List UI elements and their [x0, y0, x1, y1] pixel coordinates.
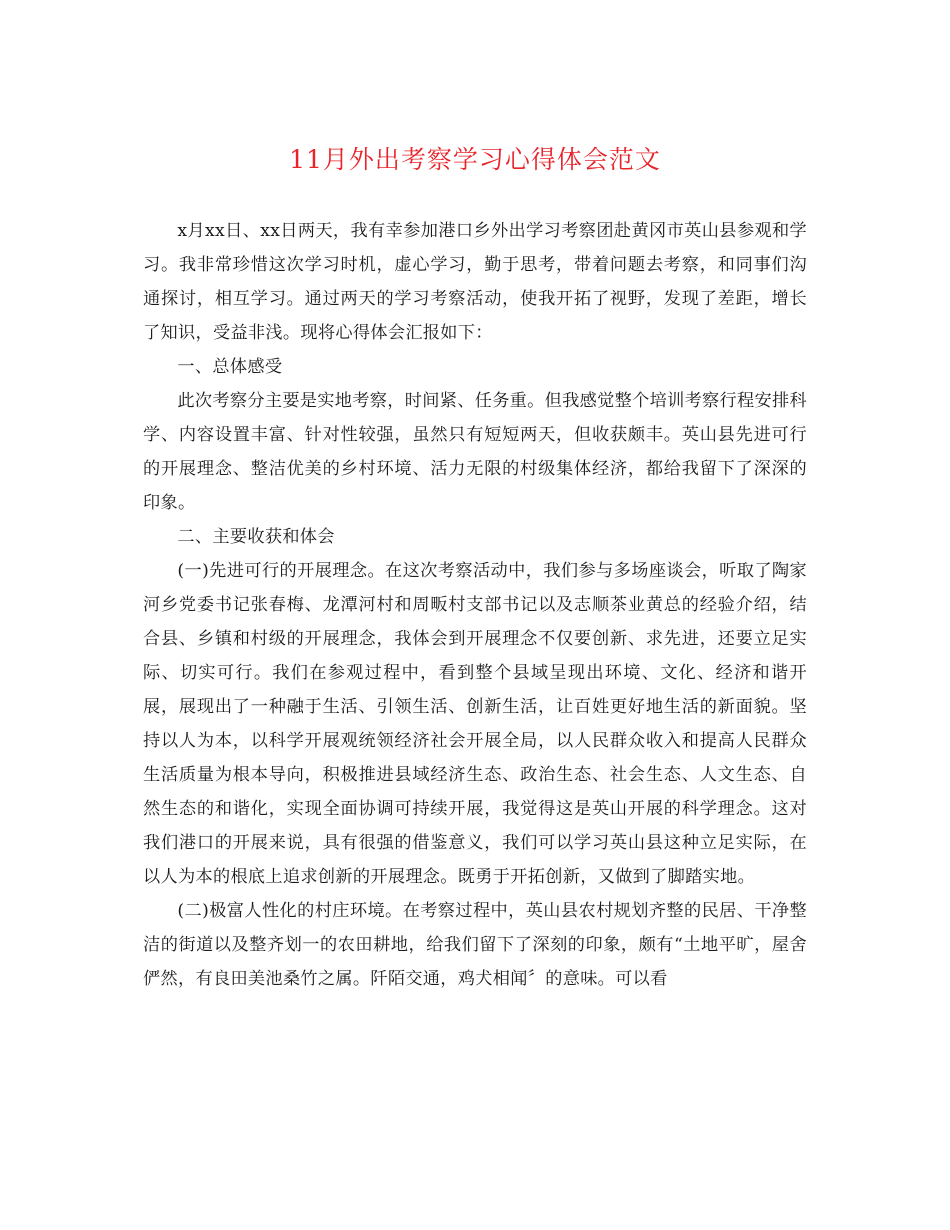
section-heading-overall: 一、总体感受 [177, 357, 283, 377]
paragraph-intro: x月xx日、xx日两天，我有幸参加港口乡外出学习考察团赴黄冈市英山县参观和学习。我非常珍惜这次学习时机，虚心学习，勤于思考，带着问题去考察，和同事们沟通探讨，相互学习。通过两天的学习考察活动，使我开拓了视野，发现了差距，增长了知识，受益非浅。现将心得体会汇报如下： [143, 221, 807, 343]
paragraph-environment: (二)极富人性化的村庄环境。在考察过程中，英山县农村规划齐整的民居、干净整洁的街道以及整齐划一的农田耕地，给我们留下了深刻的印象，颇有“土地平旷，屋舍俨然，有良田美池桑竹之属。阡陌交通，鸡犬相闻〞的意味。可以看 [143, 901, 807, 989]
paragraph-concept: (一)先进可行的开展理念。在这次考察活动中，我们参与多场座谈会，听取了陶家河乡党委书记张春梅、龙潭河村和周畈村支部书记以及志顺茶业黄总的经验介绍，结合县、乡镇和村级的开展理念，我体会到开展理念不仅要创新、求先进，还要立足实际、切实可行。我们在参观过程中，看到整个县域呈现出环境、文化、经济和谐开展，展现出了一种融于生活、引领生活、创新生活，让百姓更好地生活的新面貌。坚持以人为本，以科学开展观统领经济社会开展全局，以人民群众收入和提高人民群众生活质量为根本导向，积极推进县域经济生态、政治生态、社会生态、人文生态、自然生态的和谐化，实现全面协调可持续开展，我觉得这是英山开展的科学理念。这对我们港口的开展来说，具有很强的借鉴意义，我们可以学习英山县这种立足实际，在以人为本的根底上追求创新的开展理念。既勇于开拓创新，又做到了脚踏实地。 [143, 561, 807, 887]
paragraph-overall: 此次考察分主要是实地考察，时间紧、任务重。但我感觉整个培训考察行程安排科学、内容设置丰富、针对性较强，虽然只有短短两天，但收获颇丰。英山县先进可行的开展理念、整洁优美的乡村环境、活力无限的村级集体经济，都给我留下了深深的印象。 [143, 391, 807, 513]
section-heading-gains: 二、主要收获和体会 [177, 527, 335, 547]
document-body [143, 214, 807, 996]
document-title: 11月外出考察学习心得体会范文 [289, 145, 661, 174]
